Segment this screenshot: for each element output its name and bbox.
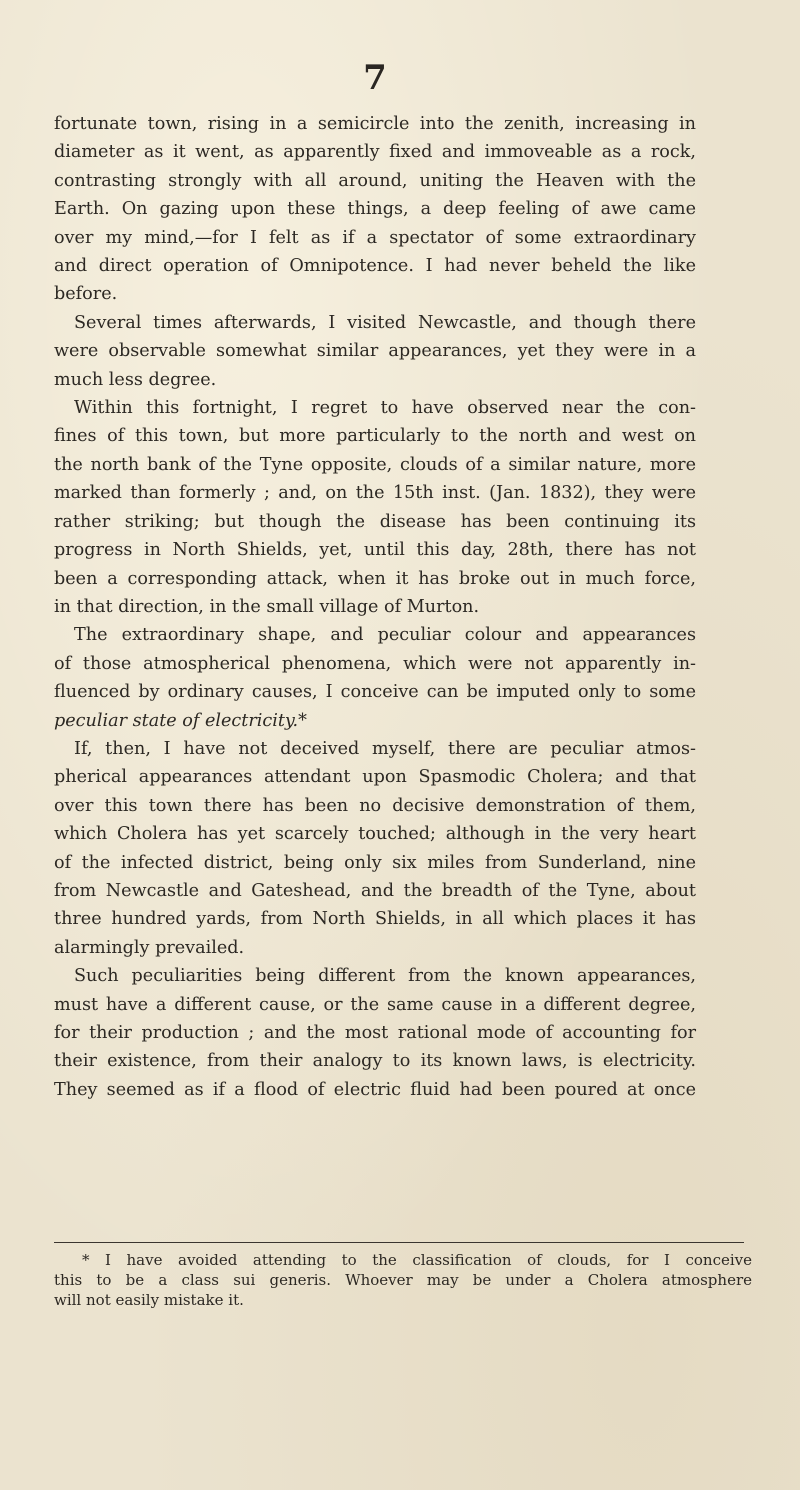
- body-text-line: fortunate town, rising in a semicircle into the zenith, increasing in: [54, 114, 696, 134]
- body-text-line: were observable somewhat similar appearances, yet they were in a: [54, 341, 696, 362]
- body-text-line: pherical appearances attendant upon Spasmodic Cholera; and that: [54, 767, 696, 788]
- footnote-line: will not easily mistake it.: [54, 1291, 244, 1309]
- footnote: [54, 1250, 752, 1310]
- body-text-line: fines of this town, but more particularly to the north and west on: [54, 426, 696, 447]
- body-text-line: which Cholera has yet scarcely touched; although in the very heart: [54, 824, 696, 845]
- body-text-line: rather striking; but though the disease has been continuing its: [54, 511, 696, 532]
- body-text-line: peculiar state of electricity.*: [54, 710, 307, 731]
- body-text-line: marked than formerly ; and, on the 15th inst. (Jan. 1832), they were: [54, 483, 696, 504]
- body-text-line: over this town there has been no decisive demonstration of them,: [54, 795, 696, 816]
- body-text-line: from Newcastle and Gateshead, and the breadth of the Tyne, about: [54, 880, 696, 901]
- body-text-line: If, then, I have not deceived myself, there are peculiar atmos-: [74, 738, 696, 759]
- body-text-line: of those atmospherical phenomena, which were not apparently in-: [54, 653, 696, 674]
- body-text-line: three hundred yards, from North Shields, in all which places it has: [54, 909, 696, 930]
- footnote-line: * I have avoided attending to the classification of clouds, for I conceive: [82, 1251, 752, 1269]
- body-text-line: The extraordinary shape, and peculiar colour and appearances: [74, 625, 696, 646]
- body-text-line: Several times afterwards, I visited Newcastle, and though there: [74, 312, 696, 333]
- footnote-line: this to be a class sui generis. Whoever may be under a Cholera atmosphere: [54, 1271, 752, 1289]
- body-text-line: their existence, from their analogy to its known laws, is electricity.: [54, 1051, 696, 1072]
- footnote-rule: [54, 1242, 744, 1243]
- body-text-line: diameter as it went, as apparently fixed and immoveable as a rock,: [54, 142, 696, 163]
- body-text: [54, 110, 696, 1104]
- body-text-line: been a corresponding attack, when it has broke out in much force,: [54, 568, 696, 589]
- body-text-line: progress in North Shields, yet, until this day, 28th, there has not: [54, 540, 696, 561]
- body-text-line: alarmingly prevailed.: [54, 937, 245, 958]
- body-text-line: over my mind,—for I felt as if a spectator of some extraordinary: [54, 227, 696, 248]
- body-text-line: and direct operation of Omnipotence. I had never beheld the like: [54, 256, 696, 277]
- body-text-line: the north bank of the Tyne opposite, clouds of a similar nature, more: [54, 454, 696, 475]
- page-number: 7: [363, 58, 387, 98]
- body-text-line: much less degree.: [54, 369, 217, 390]
- body-text-line: in that direction, in the small village of Murton.: [54, 596, 480, 617]
- body-text-line: contrasting strongly with all around, uniting the Heaven with the: [54, 170, 696, 191]
- body-text-line: must have a different cause, or the same cause in a different degree,: [54, 994, 696, 1015]
- body-text-line: before.: [54, 284, 118, 305]
- body-text-line: They seemed as if a flood of electric fluid had been poured at once: [54, 1079, 696, 1100]
- body-text-line: Such peculiarities being different from the known appearances,: [74, 966, 696, 987]
- body-text-line: Earth. On gazing upon these things, a deep feeling of awe came: [54, 199, 696, 220]
- body-text-line: of the infected district, being only six miles from Sunderland, nine: [54, 852, 696, 873]
- body-text-line: fluenced by ordinary causes, I conceive can be imputed only to some: [54, 682, 696, 703]
- body-text-line: Within this fortnight, I regret to have observed near the con-: [74, 398, 696, 419]
- body-text-line: for their production ; and the most rational mode of accounting for: [54, 1023, 696, 1043]
